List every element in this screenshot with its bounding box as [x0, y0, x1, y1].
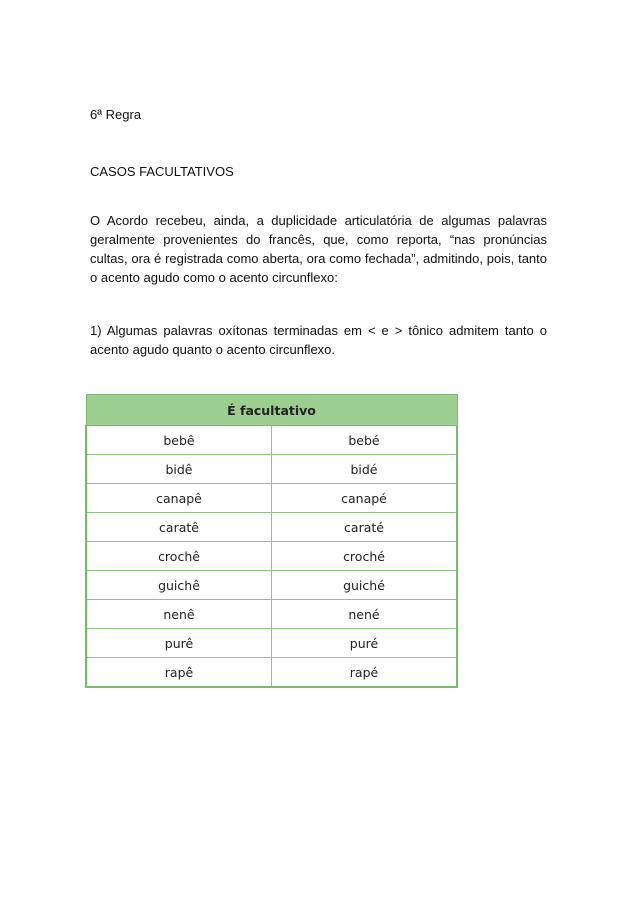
circumflex-form: purê	[86, 629, 272, 658]
table-row	[86, 513, 457, 542]
table-row	[86, 484, 457, 513]
circumflex-form: nenê	[86, 600, 272, 629]
acute-form: canapé	[272, 484, 458, 513]
circumflex-form: bidê	[86, 455, 272, 484]
table-row	[86, 600, 457, 629]
table-header-row	[86, 395, 457, 426]
table-row	[86, 455, 457, 484]
table-row	[86, 571, 457, 600]
table-row	[86, 426, 457, 455]
acute-form: puré	[272, 629, 458, 658]
circumflex-form: bebê	[86, 426, 272, 455]
table-header: É facultativo	[86, 395, 457, 426]
circumflex-form: caratê	[86, 513, 272, 542]
circumflex-form: rapê	[86, 658, 272, 688]
acute-form: guiché	[272, 571, 458, 600]
section-title: CASOS FACULTATIVOS	[90, 164, 234, 179]
acute-form: rapé	[272, 658, 458, 688]
facultative-table	[85, 394, 458, 688]
acute-form: bidé	[272, 455, 458, 484]
acute-form: bebé	[272, 426, 458, 455]
acute-form: croché	[272, 542, 458, 571]
acute-form: caraté	[272, 513, 458, 542]
circumflex-form: crochê	[86, 542, 272, 571]
acute-form: nené	[272, 600, 458, 629]
intro-paragraph: O Acordo recebeu, ainda, a duplicidade articulatória de algumas palavras geralmente provenientes do francês, que, como reporta, “nas pronúncias cultas, ora é registrada como aberta, ora como fechada”, admitindo, pois, tanto o acento agudo como o acento circunflexo:	[90, 213, 547, 285]
rule-title: 6ª Regra	[90, 107, 142, 122]
table-row	[86, 658, 457, 688]
table-row	[86, 629, 457, 658]
circumflex-form: canapê	[86, 484, 272, 513]
rule-item-paragraph: 1) Algumas palavras oxítonas terminadas em < e > tônico admitem tanto o acento agudo quanto o acento circunflexo.	[90, 323, 547, 357]
table-row	[86, 542, 457, 571]
circumflex-form: guichê	[86, 571, 272, 600]
